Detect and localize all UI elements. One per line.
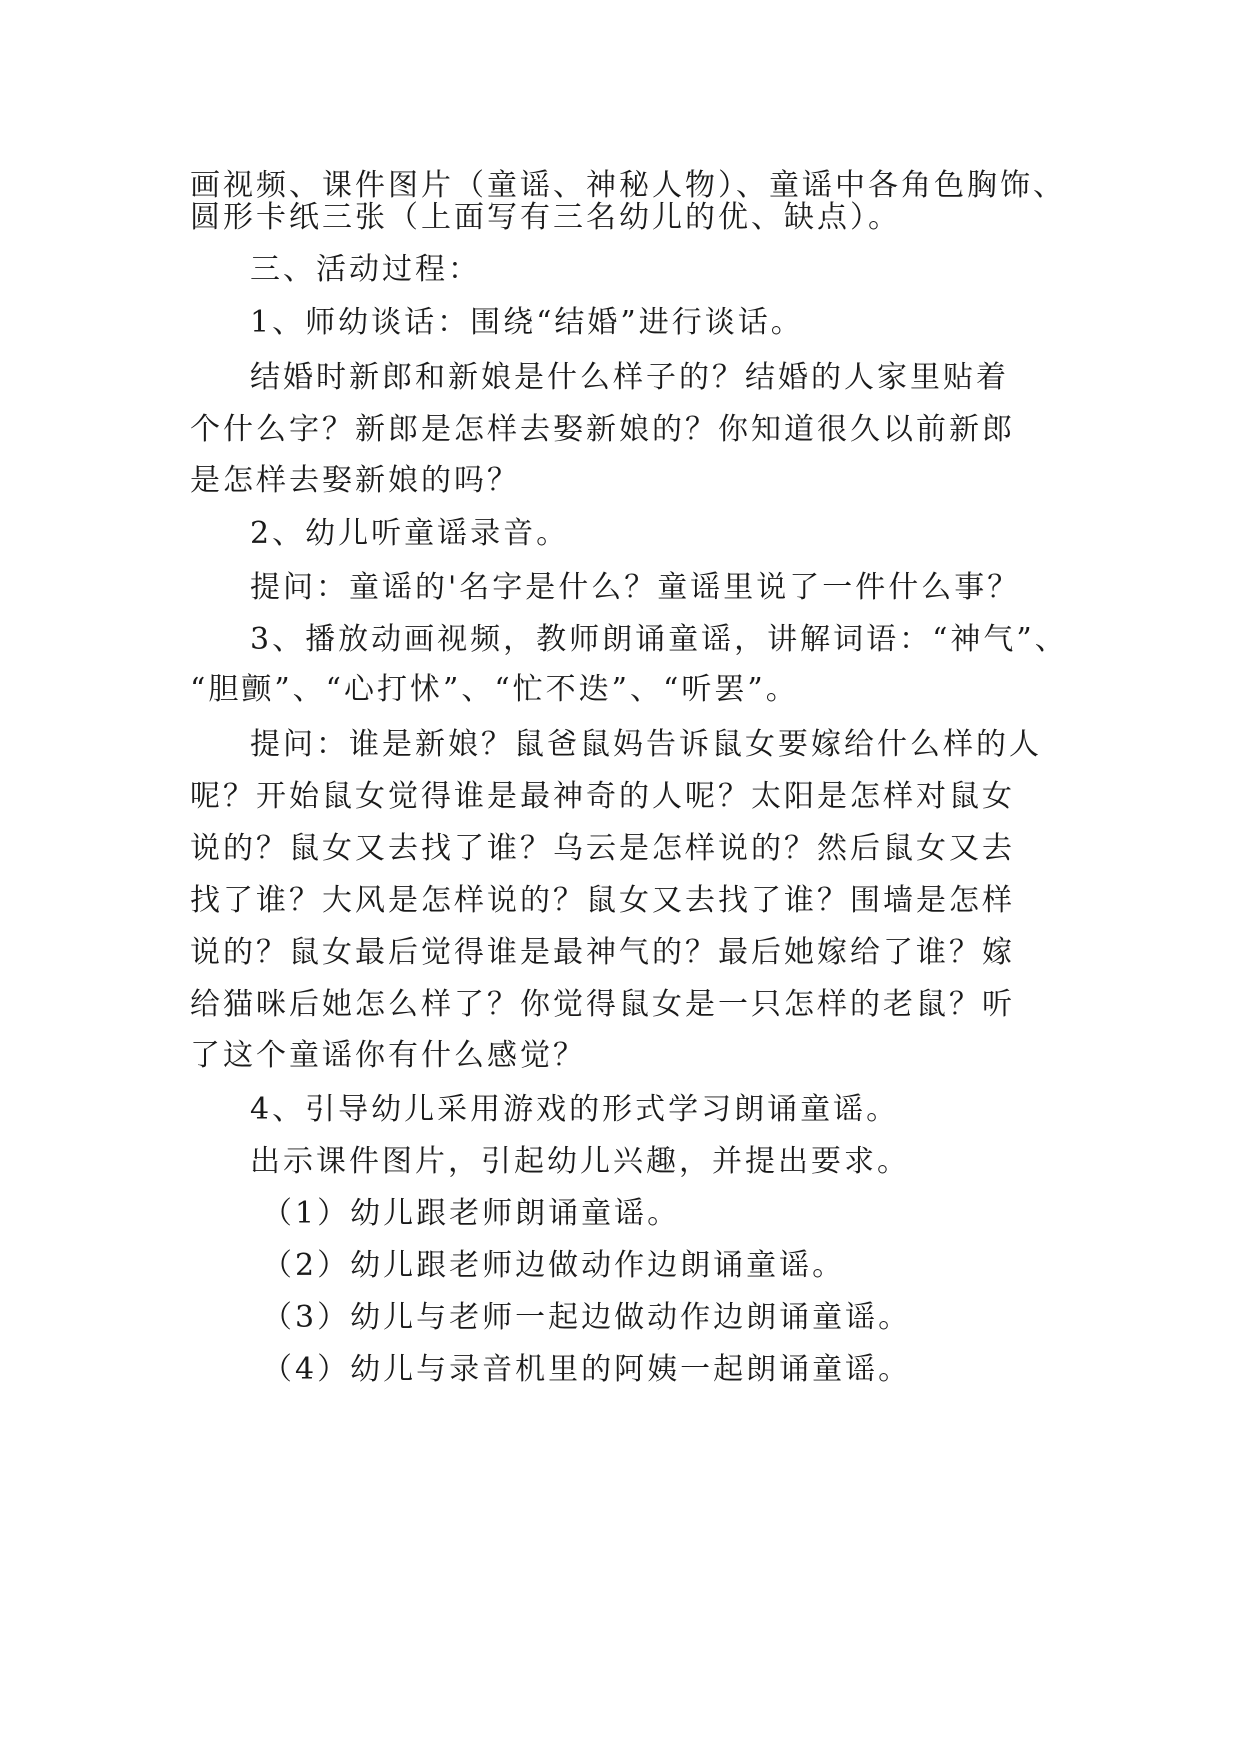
text-line: 提问：童谣的'名字是什么？童谣里说了一件什么事？ xyxy=(250,570,1021,605)
text-line: 说的？鼠女最后觉得谁是最神气的？最后她嫁给了谁？嫁 xyxy=(190,935,1015,970)
text-line: 了这个童谣你有什么感觉？ xyxy=(190,1038,586,1073)
text-line: 是怎样去娶新娘的吗？ xyxy=(190,463,520,498)
step-heading: 2、幼儿听童谣录音。 xyxy=(250,516,570,551)
list-item: （2）幼儿跟老师边做动作边朗诵童谣。 xyxy=(262,1248,846,1283)
list-item: （1）幼儿跟老师朗诵童谣。 xyxy=(262,1196,681,1231)
text-line: 圆形卡纸三张（上面写有三名幼儿的优、缺点）。 xyxy=(190,200,901,235)
text-line: 出示课件图片，引起幼儿兴趣，并提出要求。 xyxy=(250,1144,910,1179)
step-heading: 1、师幼谈话：围绕“结婚”进行谈话。 xyxy=(250,305,804,340)
step-heading: 4、引导幼儿采用游戏的形式学习朗诵童谣。 xyxy=(250,1092,900,1127)
text-line: 提问：谁是新娘？鼠爸鼠妈告诉鼠女要嫁给什么样的人 xyxy=(250,727,1042,762)
list-item: （3）幼儿与老师一起边做动作边朗诵童谣。 xyxy=(262,1300,912,1335)
text-line: 个什么字？新郎是怎样去娶新娘的？你知道很久以前新郎 xyxy=(190,412,1015,447)
text-line: 画视频、课件图片（童谣、神秘人物）、童谣中各角色胸饰、 xyxy=(190,168,1066,203)
text-line: 给猫咪后她怎么样了？你觉得鼠女是一只怎样的老鼠？听 xyxy=(190,987,1015,1022)
text-line: 结婚时新郎和新娘是什么样子的？结婚的人家里贴着 xyxy=(250,360,1009,395)
text-line: “胆颤”、“心打怵”、“忙不迭”、“听罢”。 xyxy=(190,672,799,707)
step-heading: 3、播放动画视频，教师朗诵童谣，讲解词语：“神气”、 xyxy=(250,622,1068,657)
text-line: 找了谁？大风是怎样说的？鼠女又去找了谁？围墙是怎样 xyxy=(190,883,1015,918)
text-line: 说的？鼠女又去找了谁？乌云是怎样说的？然后鼠女又去 xyxy=(190,831,1015,866)
text-line: 呢？开始鼠女觉得谁是最神奇的人呢？太阳是怎样对鼠女 xyxy=(190,779,1015,814)
section-heading: 三、活动过程： xyxy=(250,252,481,287)
list-item: （4）幼儿与录音机里的阿姨一起朗诵童谣。 xyxy=(262,1352,912,1387)
